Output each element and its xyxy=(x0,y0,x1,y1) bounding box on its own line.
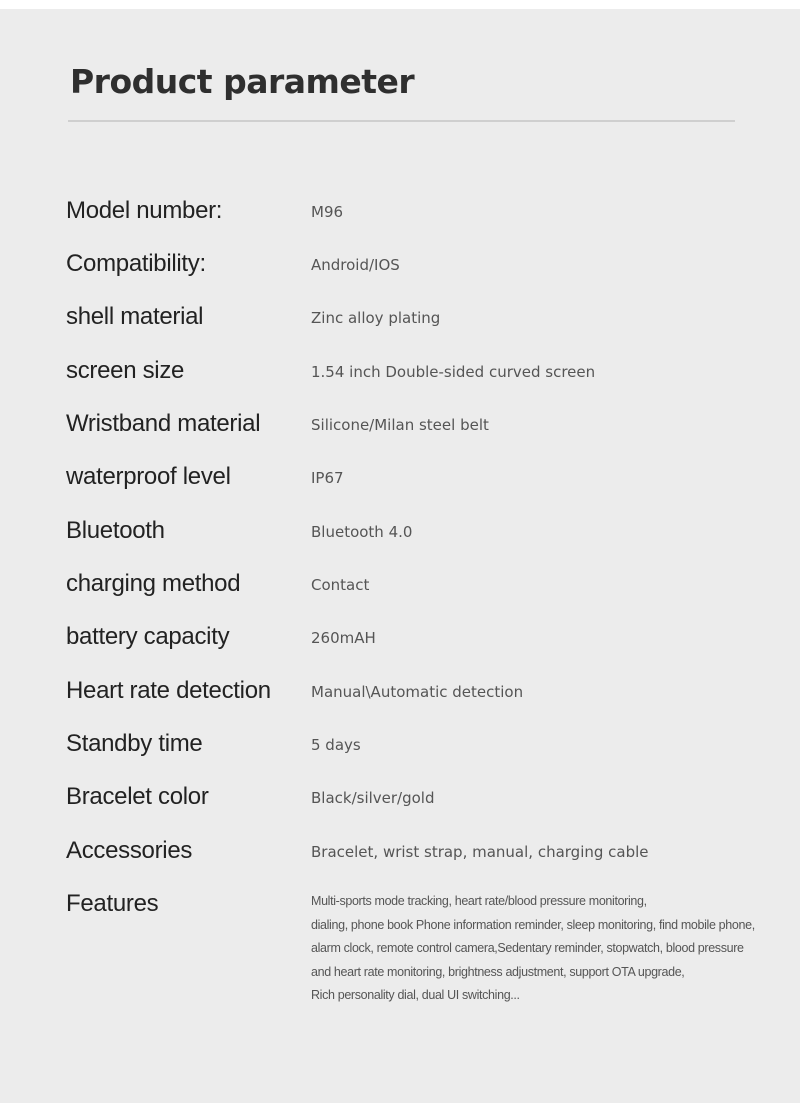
param-value: 5 days xyxy=(311,736,361,754)
param-value: Contact xyxy=(311,576,370,594)
param-value: 1.54 inch Double-sided curved screen xyxy=(311,363,596,381)
features-description xyxy=(311,890,786,1008)
param-label: waterproof level xyxy=(66,463,231,490)
param-value: Manual\Automatic detection xyxy=(311,683,524,701)
param-label: Accessories xyxy=(66,837,193,864)
param-label: Model number: xyxy=(66,197,223,224)
param-label: Compatibility: xyxy=(66,250,206,277)
param-label: Bracelet color xyxy=(66,783,209,810)
title-divider xyxy=(68,120,735,122)
param-value: Bracelet, wrist strap, manual, charging cable xyxy=(311,843,649,861)
param-label: Heart rate detection xyxy=(66,677,271,704)
param-value: IP67 xyxy=(311,469,344,487)
param-label: charging method xyxy=(66,570,241,597)
param-value: Android/IOS xyxy=(311,256,400,274)
param-label: screen size xyxy=(66,357,185,384)
param-label: Wristband material xyxy=(66,410,261,437)
param-label: battery capacity xyxy=(66,623,230,650)
param-label: shell material xyxy=(66,303,204,330)
features-line: Rich personality dial, dual UI switching... xyxy=(311,988,520,1002)
features-line: alarm clock, remote control camera,Sedentary reminder, stopwatch, blood pressure xyxy=(311,941,744,955)
features-line: dialing, phone book Phone information reminder, sleep monitoring, find mobile phone, xyxy=(311,917,755,932)
features-line: and heart rate monitoring, brightness adjustment, support OTA upgrade, xyxy=(311,964,685,979)
param-value: Black/silver/gold xyxy=(311,789,435,807)
param-label: Bluetooth xyxy=(66,517,165,544)
param-value: M96 xyxy=(311,203,344,221)
param-value: 260mAH xyxy=(311,629,376,647)
param-label: Features xyxy=(66,890,159,917)
param-value: Bluetooth 4.0 xyxy=(311,523,413,541)
features-line: Multi-sports mode tracking, heart rate/blood pressure monitoring, xyxy=(311,894,647,908)
page-title: Product parameter xyxy=(70,62,415,101)
param-label: Standby time xyxy=(66,730,203,757)
param-value: Silicone/Milan steel belt xyxy=(311,416,489,434)
param-value: Zinc alloy plating xyxy=(311,309,441,327)
